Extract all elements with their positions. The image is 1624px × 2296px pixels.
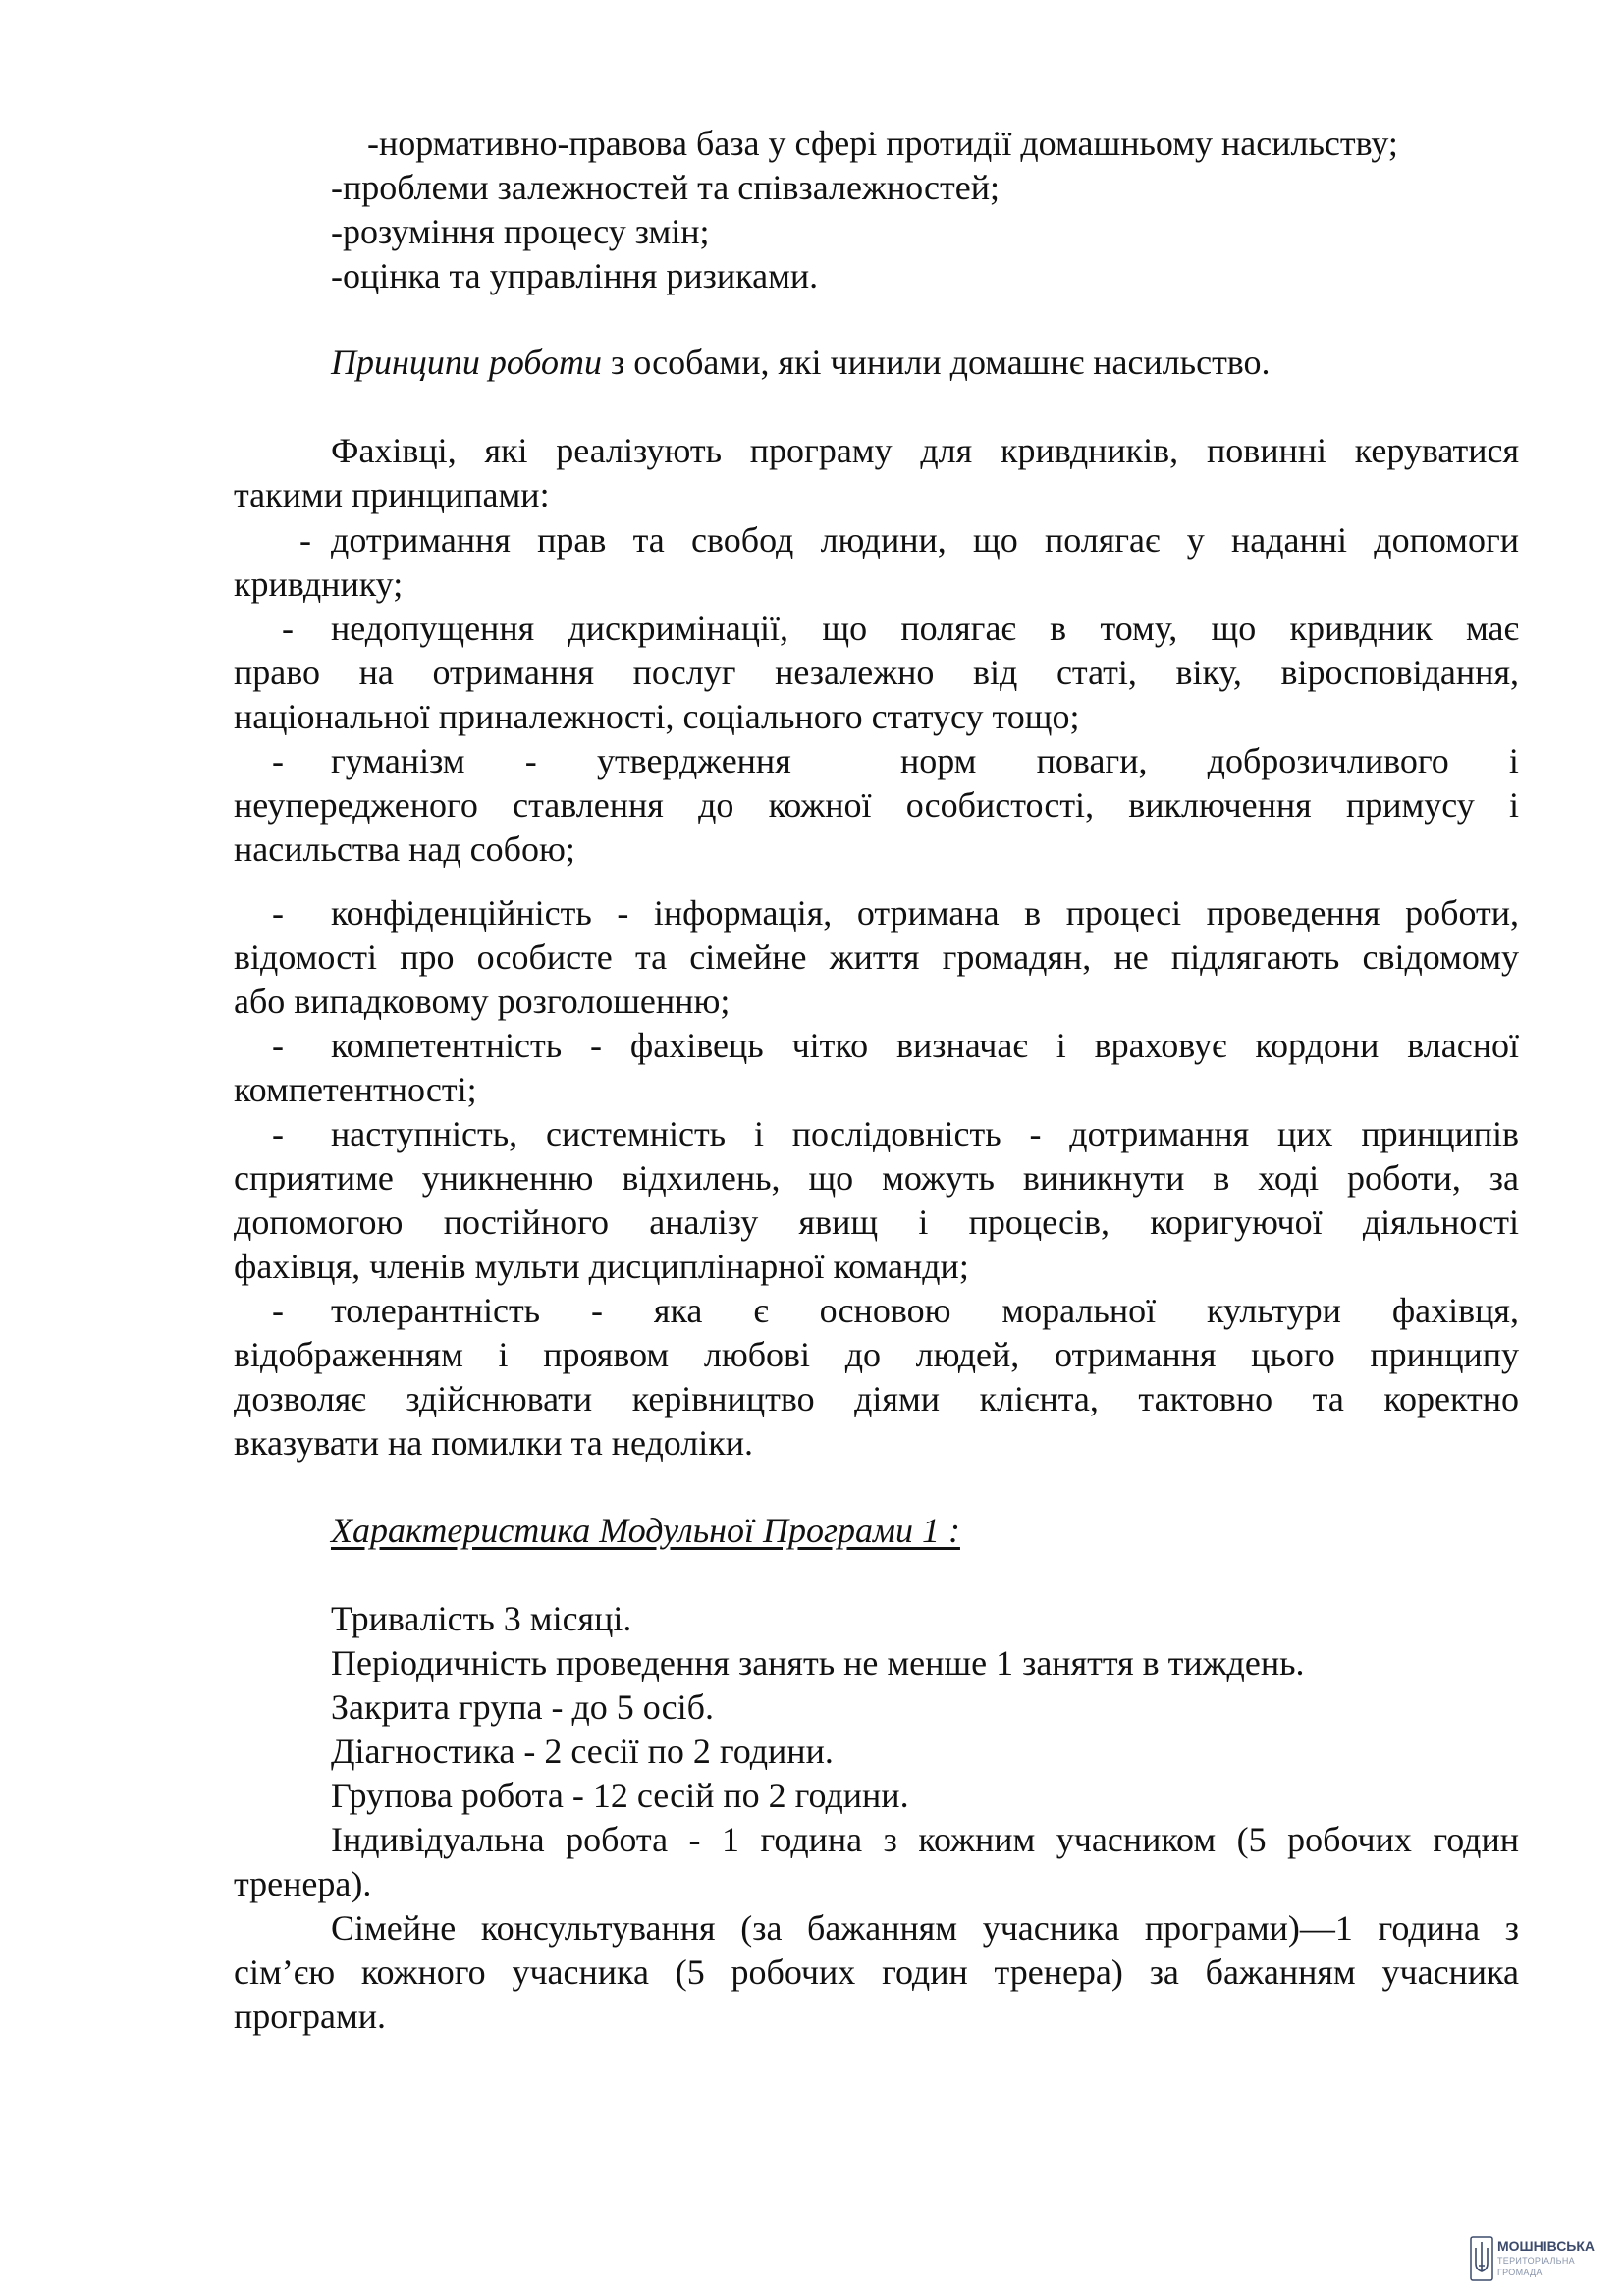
module-item: Діагностика - 2 сесії по 2 години. [331,1732,834,1771]
module-item: Закрита група - до 5 осіб. [331,1687,714,1727]
principle-word: - [524,741,537,780]
intro-list-item: -проблеми залежностей та співзалежностей; [331,168,1000,207]
principle-line: відомості про особисте та сімейне життя громадян, не підлягають свідомому [234,937,1519,977]
principle-word: толерантність [331,1291,541,1330]
intro-list-item: -оцінка та управління ризиками. [331,256,819,295]
community-logo [1470,2234,1607,2285]
principle-word: моральної [1001,1291,1157,1330]
principle-line: дотримання прав та свобод людини, що полягає у наданні допомоги [331,520,1519,560]
module-item: Тривалість 3 місяці. [331,1599,632,1638]
list-dash: - [272,741,284,780]
principle-line: фахівця, членів мульти дисциплінарної команди; [234,1247,969,1286]
intro-list-item: -розуміння процесу змін; [331,212,710,251]
principle-word: утвердження [596,741,791,780]
principle-line: право на отримання послуг незалежно від статі, віку, віросповідання, [234,653,1519,692]
principle-word: і [1508,741,1519,780]
principle-word: гуманізм [331,741,465,780]
principle-spaced-line [331,1289,1519,1332]
logo-subtitle: ТЕРИТОРІАЛЬНА [1497,2256,1575,2266]
principle-line: кривднику; [234,564,404,604]
principle-line: допомогою постійного аналізу явищ і процесів, коригуючої діяльності [234,1202,1519,1242]
principle-word: культури [1207,1291,1341,1330]
list-dash: - [272,1291,284,1330]
principles-heading-italic: Принципи роботи [331,343,603,382]
list-dash: - [299,520,311,560]
principle-line: вказувати на помилки та недоліки. [234,1423,754,1463]
individual-work-line: Індивідуальна робота - 1 година з кожним учасником (5 робочих годин [331,1820,1519,1859]
intro-list-item: -нормативно-правова база у сфері протидії домашньому насильству; [367,124,1398,163]
family-counseling-line: сім’єю кожного учасника (5 робочих годин тренера) за бажанням учасника [234,1952,1519,1992]
principle-line: насильства над собою; [234,829,575,869]
principle-line: компетентність - фахівець чітко визначає і враховує кордони власної [331,1026,1519,1065]
principle-word: основою [819,1291,951,1330]
principle-line: неупередженого ставлення до кожної особистості, виключення примусу і [234,785,1519,825]
principles-heading [331,341,1271,384]
principle-word: поваги, [1036,741,1148,780]
module-item: Групова робота - 12 сесій по 2 години. [331,1776,909,1815]
family-counseling-line: Сімейне консультування (за бажанням учасника програми)—1 година з [331,1908,1519,1948]
principle-word: є [753,1291,769,1330]
lead-paragraph-line: Фахівці, які реалізують програму для кривдників, повинні керуватися [331,431,1519,470]
lead-paragraph-line: такими принципами: [234,475,550,514]
principle-line: конфіденційність - інформація, отримана в процесі проведення роботи, [331,893,1519,933]
principles-heading-rest: з особами, які чинили домашнє насильство. [602,343,1271,382]
module-item: Періодичність проведення занять не менше 1 заняття в тиждень. [331,1643,1305,1682]
principle-line: сприятиме уникненню відхилень, що можуть виникнути в ході роботи, за [234,1158,1519,1198]
list-dash: - [282,609,294,648]
list-dash: - [272,893,284,933]
principle-line: компетентності; [234,1070,477,1109]
principle-line: наступність, системність і послідовність - дотримання цих принципів [331,1114,1519,1153]
logo-subtitle: ГРОМАДА [1497,2268,1543,2277]
trident-emblem-icon [1470,2236,1493,2281]
principle-line: дозволяє здійснювати керівництво діями клієнта, тактовно та коректно [234,1379,1519,1418]
principle-word: норм [899,741,977,780]
family-counseling-line: програми. [234,1997,387,2036]
individual-work-line: тренера). [234,1864,372,1903]
principle-line: недопущення дискримінації, що полягає в тому, що кривдник має [331,609,1519,648]
module-heading: Характеристика Модульної Програми 1 : [331,1511,960,1550]
principle-word: доброзичливого [1207,741,1449,780]
logo-name: МОШНІВСЬКА [1497,2238,1596,2254]
principle-word: - [591,1291,604,1330]
principle-line: відображенням і проявом любові до людей, отримання цього принципу [234,1335,1519,1374]
list-dash: - [272,1114,284,1153]
list-dash: - [272,1026,284,1065]
principle-line: національної приналежності, соціального статусу тощо; [234,697,1080,736]
principle-line: або випадковому розголошенню; [234,982,731,1021]
principle-spaced-line [331,739,1519,782]
principle-word: яка [653,1291,703,1330]
principle-word: фахівця, [1391,1291,1519,1330]
